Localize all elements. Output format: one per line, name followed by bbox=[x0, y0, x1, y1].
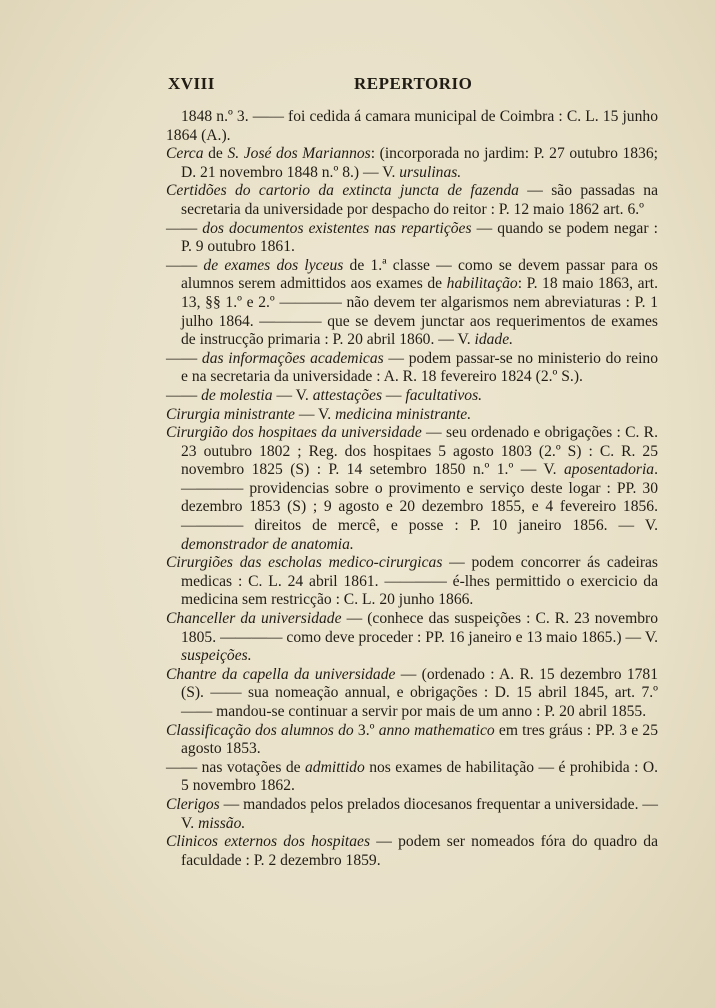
entry-text: nos exames de habilitação — é prohibida : O. 5 novembro 1862. bbox=[181, 758, 659, 795]
index-entry bbox=[166, 424, 658, 554]
entry-text: —— bbox=[166, 219, 203, 237]
page-number: XVIII bbox=[168, 74, 215, 93]
entry-text: — (conhece das suspeições : C. R. 23 novembro 1805. ———— como deve proceder : PP. 16 janeiro e 13 maio 1865.) — V. bbox=[181, 610, 659, 646]
index-entry bbox=[166, 220, 658, 257]
entry-text: —— nas votações de bbox=[166, 758, 305, 776]
index-entries bbox=[166, 108, 658, 870]
entry-text: de 1.ª classe — como se devem passar para os alumnos serem admittidos aos exames de bbox=[181, 256, 658, 293]
entry-text: de bbox=[203, 145, 228, 163]
index-entry bbox=[166, 610, 658, 666]
entry-italic-text: missão. bbox=[198, 814, 246, 832]
index-entry bbox=[166, 796, 658, 833]
entry-italic-text: Certidões do cartorio da extincta juncta de fazenda bbox=[166, 182, 519, 200]
index-entry bbox=[166, 182, 658, 219]
entry-text: — são passadas na secretaria da universidade por despacho do reitor : P. 12 maio 1862 art. 6.º bbox=[181, 182, 658, 218]
index-entry bbox=[166, 554, 658, 610]
entry-text: —— bbox=[166, 349, 202, 367]
index-entry bbox=[166, 387, 658, 406]
entry-text: — seu ordenado e obrigações : C. R. 23 outubro 1802 ; Reg. dos hospitaes 5 agosto 1803 (2.º S) : C. R. 25 novembro 1825 (S) : P. 14 setembro 1850 n.º 1.º — V. bbox=[181, 424, 658, 479]
index-entry bbox=[166, 406, 658, 425]
entry-italic-text: Cirurgiões das escholas medico-cirurgicas bbox=[166, 554, 443, 572]
entry-italic-text: Cerca bbox=[166, 145, 204, 163]
entry-italic-text: Cirurgia ministrante bbox=[166, 405, 295, 423]
index-entry bbox=[166, 350, 658, 387]
entry-text: : (incorporada no jardim: P. 27 outubro 1836; D. 21 novembro 1848 n.º 8.) — V. bbox=[181, 145, 658, 181]
entry-italic-text: Classificação dos alumnos do bbox=[166, 721, 354, 739]
entry-italic-text: de molestia bbox=[201, 386, 273, 404]
entry-italic-text: Cirurgião dos hospitaes da universidade bbox=[166, 424, 422, 442]
entry-italic-text: aposentadoria bbox=[563, 461, 655, 479]
entry-italic-text: de exames dos lyceus bbox=[203, 256, 344, 274]
index-entry bbox=[166, 145, 658, 182]
entry-text: — mandados pelos prelados diocesanos frequentar a universidade. — V. bbox=[181, 795, 658, 832]
index-entry bbox=[166, 722, 658, 759]
entry-text: : P. 18 maio 1863, art. 13, §§ 1.º e 2.º ———— não devem ter algarismos nem abreviaturas : P. 1 julho 1864. ———— que se devem junctar aos requerimentos de exames de instrucção primaria : P. 20 abril 1860. — V. bbox=[181, 275, 658, 349]
entry-italic-text: Clerigos bbox=[166, 795, 220, 813]
entry-italic-text: admittido bbox=[305, 758, 365, 776]
entry-italic-text: attestações bbox=[312, 386, 383, 404]
entry-text: . ———— providencias sobre o provimento e serviço deste logar : PP. 30 dezembro 1853 (S) ; 9 agosto e 20 dezembro 1855, e 4 fevereiro 1856. ———— direitos de mercê, e posse : P. 10 janeiro 1856. — V. bbox=[181, 461, 658, 535]
index-entry bbox=[166, 759, 658, 796]
page-header bbox=[168, 74, 658, 98]
entry-italic-text: ursulinas. bbox=[399, 163, 462, 181]
entry-italic-text: Chantre da capella da universidade bbox=[166, 665, 396, 683]
entry-text: —— bbox=[166, 256, 204, 274]
entry-italic-text: anno mathematico bbox=[378, 721, 495, 739]
entry-italic-text: Chanceller da universidade bbox=[166, 610, 342, 628]
entry-italic-text: habilitação bbox=[446, 275, 518, 293]
entry-italic-text: idade. bbox=[474, 331, 514, 349]
entry-text: — podem concorrer ás cadeiras medicas : C. L. 24 abril 1861. ———— é-lhes permittido o exercicio da medicina sem restricção : C. L. 20 junho 1866. bbox=[181, 554, 659, 609]
running-title: REPERTORIO bbox=[354, 74, 473, 93]
entry-italic-text: dos documentos existentes nas repartições bbox=[202, 219, 472, 237]
entry-text: em tres gráus : PP. 3 e 25 agosto 1853. bbox=[181, 721, 659, 758]
entry-text: —— bbox=[166, 386, 202, 404]
entry-italic-text: facultativos. bbox=[405, 386, 483, 404]
entry-italic-text: das informações academicas bbox=[201, 349, 384, 367]
entry-text: — (ordenado : A. R. 15 dezembro 1781 (S). —— sua nomeação annual, e obrigações : D. 15 abril 1845, art. 7.º —— mandou-se continuar a servir por mais de um anno : P. 20 abril 1855. bbox=[181, 665, 659, 720]
entry-text: — bbox=[382, 386, 406, 404]
index-entry bbox=[166, 257, 658, 350]
entry-italic-text: S. José dos Mariannos bbox=[227, 145, 371, 163]
index-entry bbox=[166, 108, 658, 145]
entry-text: — podem ser nomeados fóra do quadro da faculdade : P. 2 dezembro 1859. bbox=[181, 833, 659, 869]
entry-italic-text: demonstrador de anatomia. bbox=[181, 535, 354, 553]
entry-text: 3.º bbox=[353, 721, 379, 739]
entry-italic-text: suspeições. bbox=[181, 647, 252, 665]
index-entry bbox=[166, 666, 658, 722]
entry-italic-text: medicina ministrante. bbox=[335, 405, 472, 423]
entry-italic-text: Clinicos externos dos hospitaes bbox=[166, 833, 371, 851]
entry-text: — V. bbox=[294, 405, 336, 423]
index-entry bbox=[166, 833, 658, 870]
entry-text: — quando se podem negar : P. 9 outubro 1861. bbox=[181, 219, 658, 256]
entry-text: — podem passar-se no ministerio do reino e na secretaria da universidade : A. R. 18 fevereiro 1824 (2.º S.). bbox=[181, 349, 658, 386]
entry-text: — V. bbox=[272, 386, 313, 404]
entry-text: 1848 n.º 3. —— foi cedida á camara municipal de Coimbra : C. L. 15 junho 1864 (A.). bbox=[166, 108, 658, 144]
